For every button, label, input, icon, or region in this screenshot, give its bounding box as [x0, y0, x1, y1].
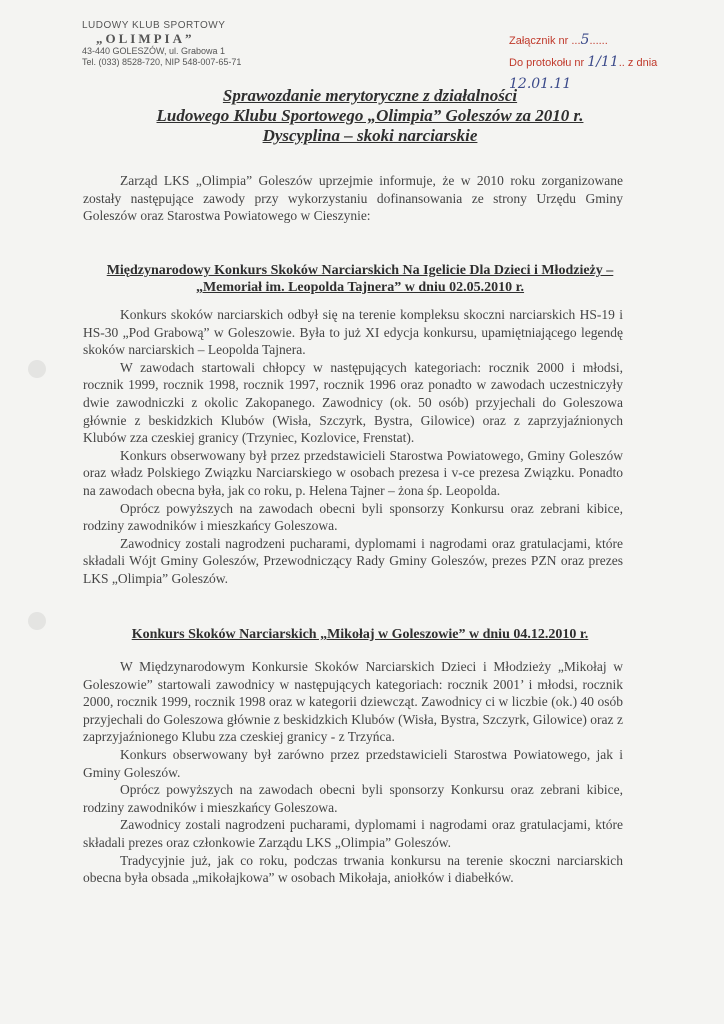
section2-body [83, 658, 623, 887]
section1-paragraph: Zawodnicy zostali nagrodzeni pucharami, dyplomami i nagrodami oraz gratulacjami, które składali Wójt Gminy Goleszów, Przewodniczący Rady Gminy Goleszów, prezes PZN oraz prezes LKS „Olimpia” Goleszów. [83, 535, 623, 586]
report-subtitle: Ludowego Klubu Sportowego „Olimpia” Goleszów za 2010 r. [156, 106, 584, 125]
intro-paragraph [83, 172, 623, 225]
section2-heading [90, 626, 630, 643]
protocol-number: 1/11 [587, 54, 619, 70]
letterhead-address: 43-440 GOLESZÓW, ul. Grabowa 1 [82, 45, 226, 56]
letterhead-phone-nip: Tel. (033) 8528-720, NIP 548-007-65-71 [82, 57, 242, 67]
section2-heading-text: Konkurs Skoków Narciarskich „Mikołaj w Goleszowie” w dniu 04.12.2010 r. [131, 627, 589, 642]
club-letterhead [82, 20, 312, 69]
section1-heading-line2: „Memoriał im. Leopolda Tajnera” w dniu 02.05.2010 r. [195, 280, 525, 295]
section1-paragraph: Konkurs obserwowany był przez przedstawicieli Starostwa Powiatowego, Gminy Goleszów oraz władz Polskiego Związku Narciarskiego w osobach prezesa i v-ce prezesa Związku. Ponadto na zawodach obecna była, jak co roku, p. Helena Tajner – żona śp. Leopolda. [83, 447, 623, 498]
section1-paragraph: Oprócz powyższych na zawodach obecni byli sponsorzy Konkursu oraz zebrani kibice, rodziny zawodników i mieszkańcy Goleszowa. [83, 500, 623, 534]
attachment-label: Załącznik nr [509, 35, 569, 47]
letterhead-club-type: LUDOWY KLUB SPORTOWY [82, 20, 226, 31]
section2-paragraph: Zawodnicy zostali nagrodzeni pucharami, dyplomami i nagrodami oraz gratulacjami, które składali prezes oraz członkowie Zarządu LKS „Olimpia” Goleszów. [83, 817, 623, 850]
date-value: 12.01.11 [509, 76, 572, 92]
punch-hole [28, 612, 46, 630]
attachment-stamp: Załącznik nr ...5...... Do protokołu nr 1/11.. z dnia 12.01.11 [509, 32, 658, 92]
section1-body [83, 306, 623, 588]
section1-heading-line1: Międzynarodowy Konkurs Skoków Narciarskich Na Igelicie Dla Dzieci i Młodzieży – [106, 263, 614, 278]
date-label: z dnia [627, 57, 658, 69]
report-title: Sprawozdanie merytoryczne z działalności [222, 86, 518, 105]
section1-paragraph: Konkurs skoków narciarskich odbył się na terenie kompleksu skoczni narciarskich HS-19 i HS-30 „Pod Grabową” w Goleszowie. Była to już XI edycja konkursu, upamiętniającego legendę skoków narciarskich – Leopolda Tajnera. [83, 307, 623, 358]
section2-paragraph: W Międzynarodowym Konkursie Skoków Narciarskich Dzieci i Młodzieży „Mikołaj w Goleszowie” startowali zawodnicy w następujących kategoriach: rocznik 2001’ i młodsi, rocznik 2000, rocznik 1999, rocznik 1998 oraz w kategorii dziewcząt. Zawodnicy ci w liczbie (ok.) 40 osób przyjechali do Goleszowa głównie z beskidzkich Klubów (Wisła, Bystra, Szczyrk, Gilowice) oraz z zaprzyjaźnionego Klubu zza czeskiej granicy - z Trzyńca. [83, 659, 623, 745]
attachment-number: 5 [580, 32, 590, 48]
section1-paragraph: W zawodach startowali chłopcy w następujących kategoriach: rocznik 2000 i młodsi, rocznik 1999, rocznik 1998, rocznik 1997, rocznik 1996 oraz ponadto w zawodach uczestniczyły dwie zawodniczki z okolic Zakopanego. Zawodnicy (ok. 50 osób) przyjechali do Goleszowa głównie z beskidzkich Klubów (Wisła, Szczyrk, Bystra, Gilowice) oraz z zaprzyjaźnionych Klubów zza czeskiej granicy (Trzyniec, Kozlovice, Frenstat). [83, 359, 623, 446]
section1-heading [90, 262, 630, 296]
protocol-label: Do protokołu nr [509, 57, 585, 69]
section2-paragraph: Tradycyjnie już, jak co roku, podczas trwania konkursu na terenie skoczni narciarskich obecna była obsada „mikołajkowa” w osobach Mikołaja, aniołków i diabełków. [83, 852, 623, 886]
section2-paragraph: Oprócz powyższych na zawodach obecni byli sponsorzy Konkursu oraz zebrani kibice, rodziny zawodników i mieszkańcy Goleszowa. [83, 782, 623, 815]
punch-hole [28, 360, 46, 378]
intro-text: Zarząd LKS „Olimpia” Goleszów uprzejmie informuje, że w 2010 roku zorganizowane zostały następujące zawody przy wykorzystaniu dofinansowania ze strony Urzędu Gminy Goleszów oraz Starostwa Powiatowego w Cieszynie: [83, 173, 623, 224]
report-discipline: Dyscyplina – skoki narciarskie [262, 126, 478, 145]
section2-paragraph: Konkurs obserwowany był zarówno przez przedstawicieli Starostwa Powiatowego, jak i Gminy Goleszów. [83, 746, 623, 780]
letterhead-club-name: „OLIMPIA” [96, 30, 195, 46]
